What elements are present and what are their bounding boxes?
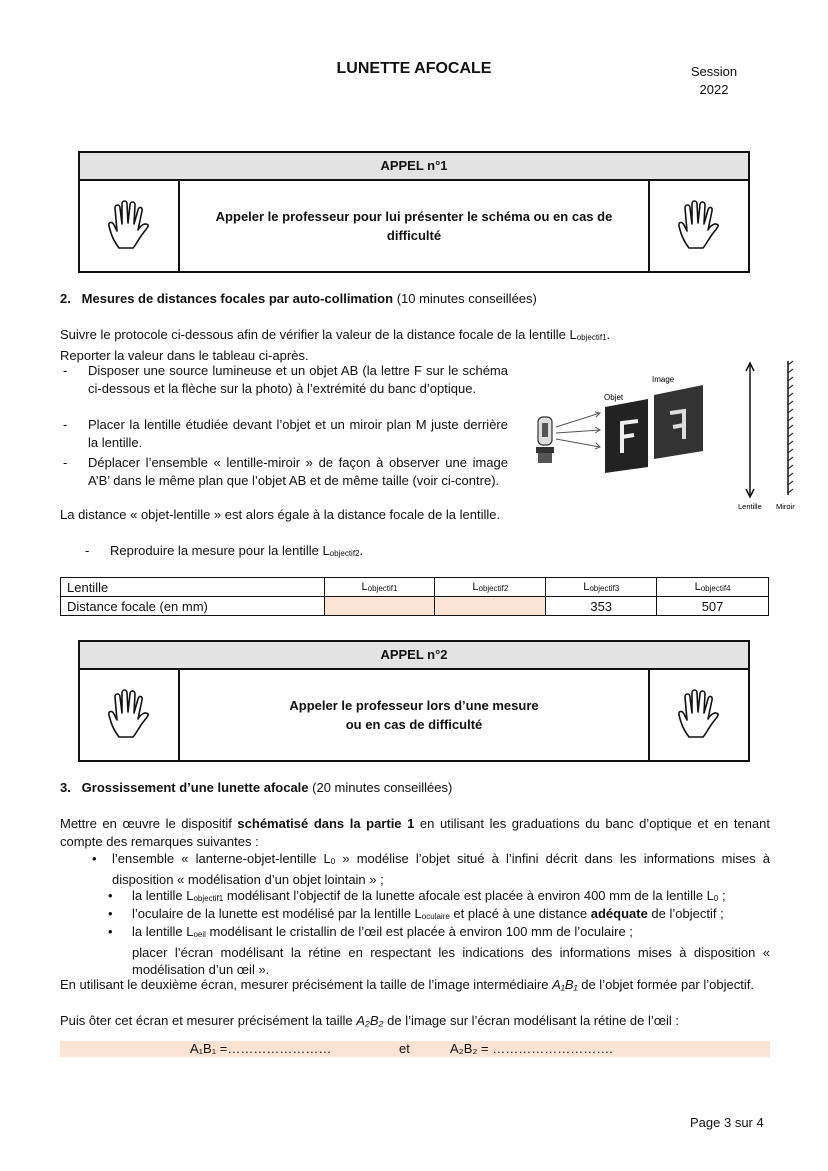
object-plate (605, 399, 648, 473)
section-2-heading (60, 291, 537, 306)
subscript: 0 (330, 857, 336, 866)
text: L (472, 581, 479, 593)
hand-cell-right (648, 181, 748, 271)
text: Puis ôter cet écran et mesurer précisément la taille (60, 1013, 357, 1028)
s3-bullet-2: • la lentille $L_{objectif1}$ modélisant l’objectif de la lunette afocale est placée à environ 400 mm de la lentille $L_0$ ; (108, 888, 726, 903)
lentille-label: Lentille (738, 502, 762, 511)
hand-icon (675, 689, 723, 741)
s2-step-2: - Placer la lentille étudiée devant l’objet et un miroir plan M juste derrière la lentille. (63, 417, 508, 450)
text: L (583, 581, 590, 593)
hand-icon (105, 689, 153, 741)
section-3-note: (20 minutes conseillées) (312, 780, 453, 795)
subscript: objectif2 (478, 584, 509, 593)
step-text: Placer la lentille étudiée devant l’objet et un miroir plan M juste derrière la lentille. (88, 417, 508, 450)
hand-icon (675, 200, 723, 252)
text: la lentille L (132, 924, 194, 939)
answer-a1b1[interactable]: A₁B₁ =…………………… (190, 1041, 332, 1056)
value-cell-4: 507 (657, 597, 769, 616)
step-text: Déplacer l’ensemble « lentille-miroir » de façon à observer une image A’B’ dans le même plan que l’objet AB et de même taille (voir ci-contre). (88, 455, 508, 488)
objet-label: Objet (604, 393, 624, 402)
session-label (684, 63, 744, 99)
subscript: oculaire (421, 912, 450, 921)
section-3-title: 3. Grossissement d’une lunette afocale (60, 780, 309, 795)
table-lens-2 (435, 578, 546, 597)
subscript: objectif1 (576, 333, 607, 342)
s3-para-2 (60, 1012, 770, 1030)
appel-title: APPEL n°1 (80, 153, 748, 181)
answer-cell-1[interactable] (324, 597, 435, 616)
text: modélisant l’objectif de la lunette afocale est placée à environ 400 mm de la lentille L (223, 888, 714, 903)
subscript: oeil (193, 930, 206, 939)
s2-intro-line1 (60, 326, 770, 347)
symbol: A₂B₂ (356, 1013, 384, 1028)
appel-box-2 (78, 640, 750, 762)
section-2-note: (10 minutes conseillées) (396, 291, 537, 306)
text: l’ensemble « lanterne-objet-lentille L (112, 851, 331, 866)
page-number: Page 3 sur 4 (690, 1115, 764, 1130)
subscript: objectif1 (193, 894, 224, 903)
s2-conclusion: La distance « objet-lentille » est alors égale à la distance focale de la lentille. (60, 507, 501, 522)
s3-bullet-4-line2: placer l’écran modélisant la rétine en respectant les indications des informations mises à disposition « modélisation d’un œil ». (132, 944, 770, 977)
mirror-icon (788, 361, 793, 495)
text: de l’image sur l’écran modélisant la rétine de l’œil : (383, 1013, 680, 1028)
light-rays (556, 412, 600, 449)
hand-icon (105, 200, 153, 252)
hand-cell-left (80, 670, 180, 760)
section-2-title: 2. Mesures de distances focales par auto-collimation (60, 291, 394, 306)
appel-box-1 (78, 151, 750, 273)
lens-icon (746, 363, 754, 497)
answer-a2b2[interactable]: A₂B₂ = ………………………. (450, 1041, 613, 1056)
subscript: objectif2 (329, 549, 360, 558)
session-word: Session (690, 64, 738, 79)
s2-step-1: - Disposer une source lumineuse et un objet AB (la lettre F sur le schéma ci-dessous et la flèche sur la photo) à l’extrémité du banc d’optique. (63, 363, 508, 396)
hand-cell-left (80, 181, 180, 271)
s3-intro (60, 815, 770, 851)
text: Mettre en œuvre le dispositif (60, 816, 238, 831)
text: la lentille L (132, 888, 194, 903)
hand-cell-right (648, 670, 748, 760)
appel2-line1: Appeler le professeur lors d’une mesure (289, 698, 539, 713)
text: » modélise l’objet situé à l’infini décrit dans les informations mises à disposition « modélisation d’un objet lointain » ; (112, 851, 770, 887)
image-label: Image (652, 375, 675, 384)
table-row (61, 597, 769, 616)
text: de l’objectif ; (647, 906, 724, 921)
focal-table (60, 577, 769, 616)
autocollimation-figure (520, 355, 805, 515)
lamp-icon (536, 417, 554, 463)
subscript: 0 (713, 894, 719, 903)
s2-intro-line2: Reporter la valeur dans le tableau ci-après. (60, 348, 309, 363)
text: l’oculaire de la lunette est modélisé par la lentille L (132, 906, 422, 921)
subscript: objectif4 (700, 584, 731, 593)
appel-text: Appeler le professeur pour lui présenter le schéma ou en cas de difficulté (215, 209, 613, 243)
page-title: LUNETTE AFOCALE (336, 60, 492, 77)
s2-repeat: - Reproduire la mesure pour la lentille $L_{objectif2}$. (85, 543, 364, 558)
answer-cell-2[interactable] (435, 597, 546, 616)
s3-bullet-4: • la lentille $L_{oeil}$ modélisant le cristallin de l’œil est placée à environ 100 mm de l’oculaire ; placer l’écran modélisant la rétine en respectant les indications des informations mises à disposition « modélisation d’un œil ». (108, 924, 770, 977)
appel-text (180, 670, 648, 760)
s3-bullet-3: • l’oculaire de la lunette est modélisé par la lentille $L_{oculaire}$ et placé à une distance adéquate de l’objectif ; (108, 906, 724, 921)
miroir-label: Miroir (776, 502, 795, 511)
table-lens-4 (657, 578, 769, 597)
text: L (694, 581, 701, 593)
table-row (61, 578, 769, 597)
text: de l’objet formée par l’objectif. (577, 977, 754, 992)
table-lens-3 (546, 578, 657, 597)
text: Suivre le protocole ci-dessous afin de vérifier la valeur de la distance focale de la lentille L (60, 327, 577, 342)
symbol: A₁B₁ (552, 977, 578, 992)
text: ; (718, 888, 726, 903)
appel-title: APPEL n°2 (80, 642, 748, 670)
value-cell-3: 353 (546, 597, 657, 616)
step-text: Disposer une source lumineuse et un objet AB (la lettre F sur le schéma ci-dessous et la flèche sur la photo) à l’extrémité du banc d’optique. (88, 363, 508, 396)
session-year: 2022 (699, 82, 729, 97)
answer-et: et (399, 1041, 410, 1056)
text: . (359, 543, 364, 558)
s2-step-3: - Déplacer l’ensemble « lentille-miroir » de façon à observer une image A’B’ dans le même plan que l’objet AB et de même taille (voir ci-contre). (63, 455, 508, 488)
text: modélisant le cristallin de l’œil est placée à environ 100 mm de l’oculaire ; (205, 924, 633, 939)
text: En utilisant le deuxième écran, mesurer précisément la taille de l’image intermédiaire (60, 977, 553, 992)
table-header-label: Lentille (61, 578, 325, 597)
s3-bullet-1: • l’ensemble « lanterne-objet-lentille $L_0$ » modélise l’objet situé à l’infini décrit dans les informations mises à disposition « modélisation d’un objet lointain » ; (92, 851, 770, 887)
text-bold: adéquate (590, 906, 648, 921)
text: Reproduire la mesure pour la lentille L (110, 543, 330, 558)
table-row-label: Distance focale (en mm) (61, 597, 325, 616)
text: et placé à une distance (449, 906, 591, 921)
appel2-line2: ou en cas de difficulté (345, 717, 483, 732)
answer-band (60, 1041, 770, 1057)
section-3-heading (60, 780, 452, 795)
image-plate (654, 385, 703, 459)
text: en utilisant les graduations du banc d’optique et en tenant compte des remarques suivantes : (60, 816, 771, 849)
text: L (361, 581, 368, 593)
table-lens-1 (324, 578, 435, 597)
subscript: objectif3 (589, 584, 620, 593)
s3-para-1 (60, 976, 770, 994)
text-bold: schématisé dans la partie 1 (237, 816, 415, 831)
text: . (606, 327, 611, 342)
subscript: objectif1 (367, 584, 398, 593)
